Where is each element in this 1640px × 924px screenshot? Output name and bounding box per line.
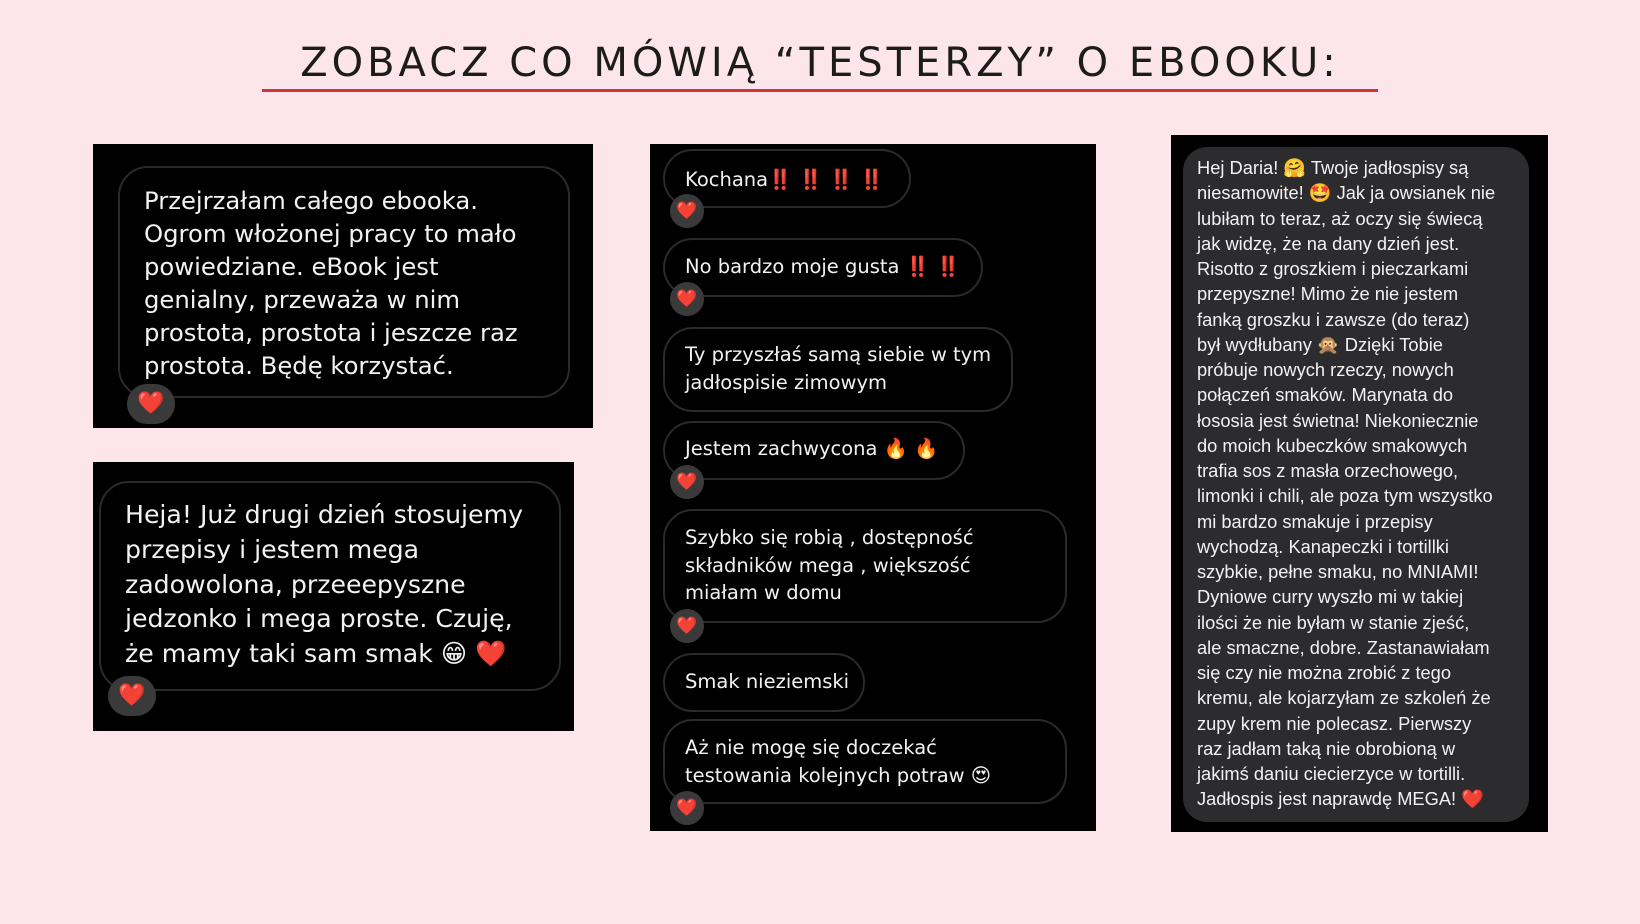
- message-text: Smak nieziemski: [685, 670, 850, 693]
- message-text: Heja! Już drugi dzień stosujemy przepisy i jestem mega zadowolona, przeeepyszne jedzonko i mega proste. Czuję, że mamy taki sam smak 😁 ❤️: [125, 500, 523, 669]
- title-underline: [262, 89, 1378, 92]
- message-text: Ty przyszłaś samą siebie w tym jadłospisie zimowym: [685, 343, 992, 394]
- message-bubble: [663, 653, 865, 712]
- message-bubble: [663, 238, 983, 297]
- heart-reaction-icon: ❤️: [108, 676, 156, 716]
- message-text: Przejrzałam całego ebooka. Ogrom włożonej pracy to mało powiedziane. eBook jest genialny, przeważa w nim prostota, prostota i jeszcze raz prostota. Będę korzystać.: [144, 186, 518, 380]
- message-text: Kochana‼️ ‼️ ‼️ ‼️: [685, 168, 884, 191]
- heart-reaction-icon: ❤️: [670, 282, 704, 316]
- message-bubble: [663, 149, 911, 208]
- testimonial-screenshot-4: [1171, 135, 1548, 832]
- message-bubble: [99, 481, 561, 691]
- message-bubble: [118, 166, 570, 398]
- heart-reaction-icon: ❤️: [670, 609, 704, 643]
- testimonial-screenshot-1: [93, 144, 593, 428]
- message-text: Szybko się robią , dostępność składników mega , większość miałam w domu: [685, 526, 974, 604]
- heart-reaction-icon: ❤️: [670, 194, 704, 228]
- heart-reaction-icon: ❤️: [670, 465, 704, 499]
- message-bubble: [663, 509, 1067, 623]
- heart-reaction-icon: ❤️: [670, 791, 704, 825]
- message-text: No bardzo moje gusta ‼️ ‼️: [685, 255, 961, 278]
- message-bubble: [663, 421, 965, 480]
- heart-reaction-icon: ❤️: [127, 384, 175, 424]
- testimonial-screenshot-2: [93, 462, 574, 731]
- page-title: ZOBACZ CO MÓWIĄ “TESTERZY” O EBOOKU:: [300, 40, 1340, 86]
- message-bubble: [663, 719, 1067, 804]
- testimonial-screenshot-3: [650, 144, 1096, 831]
- message-bubble: [663, 327, 1013, 412]
- message-text: Aż nie mogę się doczekać testowania kolejnych potraw 😍: [685, 736, 992, 787]
- message-bubble: Hej Daria! 🤗 Twoje jadłospisy są niesamowite! 🤩 Jak ja owsianek nie lubiłam to teraz, aż oczy się świecą jak widzę, że na dany dzień jest. Risotto z groszkiem i pieczarkami przepyszne! Mimo że nie jestem fanką groszku i zawsze (do teraz) był wydłubany 🙊 Dzięki Tobie próbuje nowych rzeczy, nowych połączeń smaków. Marynata do łososia jest świetna! Niekoniecznie do moich kubeczków smakowych trafia sos z masła orzechowego, limonki i chili, ale poza tym wszystko mi bardzo smakuje i przepisy wychodzą. Kanapeczki i tortillki szybkie, pełne smaku, no MNIAMI! Dyniowe curry wyszło mi w takiej ilości że nie byłam w stanie zjeść, ale smaczne, dobre. Zastanawiałam się czy nie można zrobić z tego kremu, ale kojarzyłam ze szkoleń że zupy krem nie polecasz. Pierwszy raz jadłam taką nie obrobioną w jakimś daniu ciecierzyce w tortilli. Jadłospis jest naprawdę MEGA! ❤️: [1183, 147, 1529, 822]
- message-text: Jestem zachwycona 🔥 🔥: [685, 437, 939, 460]
